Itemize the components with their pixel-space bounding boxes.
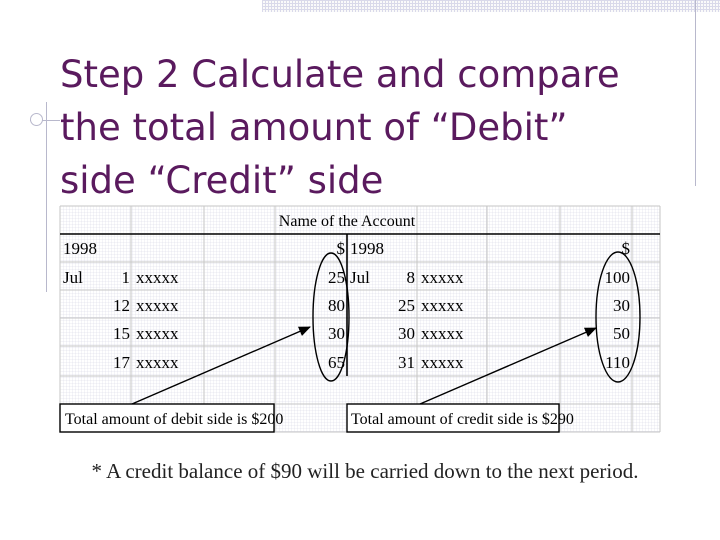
debit-entry-amount: 30 [328, 324, 345, 343]
credit-entry-day: 8 [406, 268, 415, 287]
credit-currency: $ [621, 239, 630, 258]
title-line: Step 2 Calculate and compare [60, 53, 620, 96]
debit-entry-day: 17 [113, 353, 130, 372]
credit-entry-amount: 30 [613, 296, 630, 315]
debit-entry-amount: 80 [328, 296, 345, 315]
debit-entry-day: 1 [121, 268, 130, 287]
account-name: Name of the Account [278, 213, 416, 230]
title-line: side “Credit” side [60, 159, 384, 202]
debit-total-callout: Total amount of debit side is $200 [65, 411, 284, 428]
credit-entry-amount: 110 [605, 353, 630, 372]
credit-month: Jul [350, 268, 370, 287]
debit-month: Jul [63, 268, 83, 287]
title-line: the total amount of “Debit” [60, 106, 568, 149]
credit-entry-description: xxxxx [421, 268, 464, 287]
debit-entry-description: xxxxx [136, 268, 179, 287]
debit-entry-amount: 65 [328, 353, 345, 372]
credit-entry-description: xxxxx [421, 353, 464, 372]
credit-entry-description: xxxxx [421, 324, 464, 343]
debit-entry-day: 12 [113, 296, 130, 315]
credit-entry-description: xxxxx [421, 296, 464, 315]
credit-year: 1998 [350, 239, 384, 258]
debit-entry-amount: 25 [328, 268, 345, 287]
debit-entry-day: 15 [113, 324, 130, 343]
debit-entry-description: xxxxx [136, 324, 179, 343]
footnote: * A credit balance of $90 will be carried down to the next period. [91, 459, 639, 483]
credit-entry-day: 31 [398, 353, 415, 372]
debit-year: 1998 [63, 239, 97, 258]
credit-entry-day: 25 [398, 296, 415, 315]
credit-entry-day: 30 [398, 324, 415, 343]
debit-entry-description: xxxxx [136, 353, 179, 372]
debit-currency: $ [336, 239, 345, 258]
debit-entry-description: xxxxx [136, 296, 179, 315]
credit-entry-amount: 100 [604, 268, 630, 287]
credit-entry-amount: 50 [613, 324, 630, 343]
credit-total-callout: Total amount of credit side is $290 [351, 411, 574, 428]
